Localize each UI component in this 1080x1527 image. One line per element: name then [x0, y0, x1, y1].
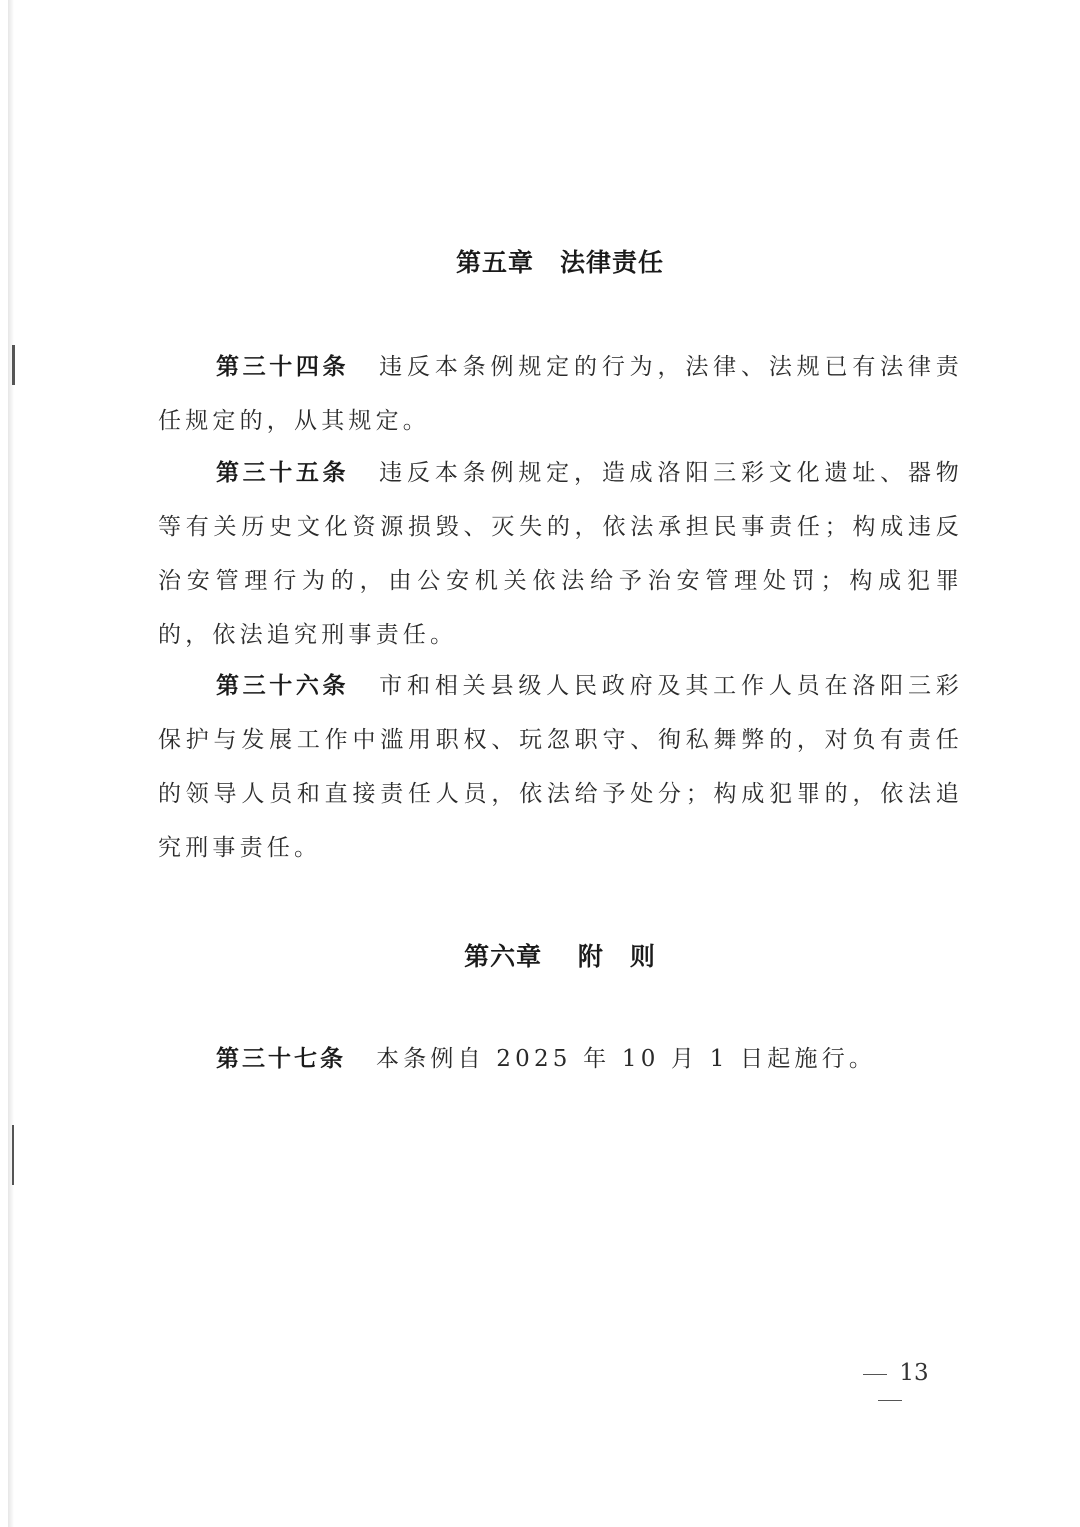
article-34 [158, 340, 963, 448]
article-text: 本条例自 2025 年 10 月 1 日起施行。 [376, 1046, 877, 1072]
article-number: 第三十五条 [216, 460, 350, 486]
dash-left [863, 1374, 887, 1375]
scan-mark [12, 1125, 14, 1185]
article-number: 第三十四条 [216, 354, 350, 380]
scan-edge [8, 0, 14, 1527]
chapter-five-title: 第五章 法律责任 [455, 248, 664, 277]
page-number-value: 13 [899, 1360, 929, 1386]
article-35 [158, 446, 963, 662]
article-number: 第三十七条 [216, 1046, 346, 1072]
scan-mark [12, 345, 15, 385]
article-36 [158, 659, 963, 875]
dash-right [878, 1400, 902, 1401]
page-number [830, 1360, 950, 1412]
article-number: 第三十六条 [216, 673, 350, 699]
chapter-six-title: 第六章 附 则 [464, 942, 656, 971]
article-37 [158, 1032, 963, 1086]
article-text: 违反本条例规定的行为，法律、法规已有法律责任规定的，从其规定。 [158, 354, 964, 434]
article-text: 违反本条例规定，造成洛阳三彩文化遗址、器物等有关历史文化资源损毁、灭失的，依法承担民事责任；构成违反治安管理行为的，由公安机关依法给予治安管理处罚；构成犯罪的，依法追究刑事责任。 [158, 460, 964, 648]
article-text: 市和相关县级人民政府及其工作人员在洛阳三彩保护与发展工作中滥用职权、玩忽职守、徇私舞弊的，对负有责任的领导人员和直接责任人员，依法给予处分；构成犯罪的，依法追究刑事责任。 [158, 673, 964, 861]
